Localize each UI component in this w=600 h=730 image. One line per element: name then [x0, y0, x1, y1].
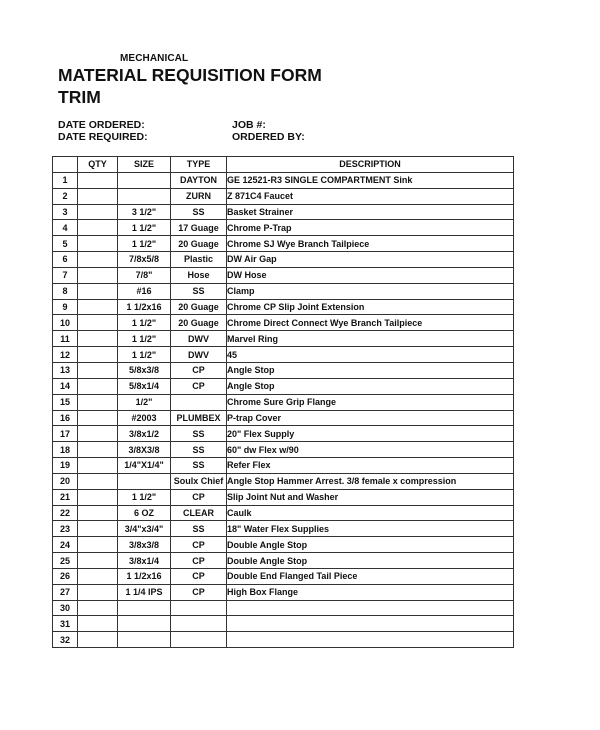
- qty-cell[interactable]: [78, 204, 118, 220]
- description-cell: Double Angle Stop: [227, 537, 514, 553]
- type-cell: SS: [171, 458, 227, 474]
- row-number: 10: [53, 315, 78, 331]
- table-row: [53, 505, 514, 521]
- size-cell: 5/8x1/4: [118, 378, 171, 394]
- size-cell: #2003: [118, 410, 171, 426]
- qty-cell[interactable]: [78, 616, 118, 632]
- size-cell: 1/4"X1/4": [118, 458, 171, 474]
- qty-cell[interactable]: [78, 188, 118, 204]
- row-number: 2: [53, 188, 78, 204]
- column-header-qty: QTY: [78, 157, 118, 173]
- description-cell: [227, 616, 514, 632]
- row-number: 14: [53, 378, 78, 394]
- type-cell: 20 Guage: [171, 236, 227, 252]
- description-cell: Chrome CP Slip Joint Extension: [227, 299, 514, 315]
- description-cell: Angle Stop Hammer Arrest. 3/8 female x compression: [227, 473, 514, 489]
- type-cell: CP: [171, 378, 227, 394]
- type-cell: SS: [171, 283, 227, 299]
- description-cell: Caulk: [227, 505, 514, 521]
- description-cell: [227, 600, 514, 616]
- qty-cell[interactable]: [78, 521, 118, 537]
- description-cell: Z 871C4 Faucet: [227, 188, 514, 204]
- row-number: 20: [53, 473, 78, 489]
- description-cell: Clamp: [227, 283, 514, 299]
- description-cell: Chrome Sure Grip Flange: [227, 394, 514, 410]
- qty-cell[interactable]: [78, 362, 118, 378]
- size-cell: 6 OZ: [118, 505, 171, 521]
- row-number: 11: [53, 331, 78, 347]
- row-number: 21: [53, 489, 78, 505]
- table-row: [53, 489, 514, 505]
- form-subtitle: MECHANICAL: [120, 53, 189, 64]
- table-row: [53, 188, 514, 204]
- description-cell: 18" Water Flex Supplies: [227, 521, 514, 537]
- row-number: 5: [53, 236, 78, 252]
- row-number: 13: [53, 362, 78, 378]
- type-cell: SS: [171, 442, 227, 458]
- type-cell: 20 Guage: [171, 299, 227, 315]
- size-cell: 1 1/2x16: [118, 299, 171, 315]
- type-cell: 20 Guage: [171, 315, 227, 331]
- type-cell: [171, 600, 227, 616]
- qty-cell[interactable]: [78, 172, 118, 188]
- table-row: [53, 584, 514, 600]
- type-cell: ZURN: [171, 188, 227, 204]
- description-cell: Angle Stop: [227, 378, 514, 394]
- qty-cell[interactable]: [78, 473, 118, 489]
- size-cell: 1 1/2": [118, 315, 171, 331]
- qty-cell[interactable]: [78, 426, 118, 442]
- size-cell: 1 1/2": [118, 331, 171, 347]
- requisition-table: [52, 156, 514, 648]
- size-cell: [118, 188, 171, 204]
- size-cell: 3/8x3/8: [118, 537, 171, 553]
- description-cell: High Box Flange: [227, 584, 514, 600]
- qty-cell[interactable]: [78, 410, 118, 426]
- qty-cell[interactable]: [78, 600, 118, 616]
- type-cell: DWV: [171, 347, 227, 363]
- table-row: [53, 362, 514, 378]
- qty-cell[interactable]: [78, 267, 118, 283]
- description-cell: GE 12521-R3 SINGLE COMPARTMENT Sink: [227, 172, 514, 188]
- table-header-row: [53, 157, 514, 173]
- size-cell: 3/8x1/2: [118, 426, 171, 442]
- table-row: [53, 347, 514, 363]
- row-number: 4: [53, 220, 78, 236]
- row-number: 9: [53, 299, 78, 315]
- qty-cell[interactable]: [78, 331, 118, 347]
- row-number: 26: [53, 568, 78, 584]
- date-required-label: DATE REQUIRED:: [58, 131, 148, 143]
- size-cell: 1 1/2x16: [118, 568, 171, 584]
- table-row: [53, 616, 514, 632]
- qty-cell[interactable]: [78, 505, 118, 521]
- qty-cell[interactable]: [78, 394, 118, 410]
- qty-cell[interactable]: [78, 378, 118, 394]
- table-row: [53, 283, 514, 299]
- column-header-description: DESCRIPTION: [227, 157, 514, 173]
- row-number: 6: [53, 252, 78, 268]
- description-cell: Angle Stop: [227, 362, 514, 378]
- qty-cell[interactable]: [78, 632, 118, 648]
- row-number: 31: [53, 616, 78, 632]
- description-cell: 20" Flex Supply: [227, 426, 514, 442]
- row-number: 1: [53, 172, 78, 188]
- size-cell: [118, 473, 171, 489]
- size-cell: [118, 632, 171, 648]
- type-cell: CP: [171, 537, 227, 553]
- table-row: [53, 553, 514, 569]
- table-row: [53, 394, 514, 410]
- size-cell: 1 1/2": [118, 236, 171, 252]
- column-header-number: [53, 157, 78, 173]
- row-number: 32: [53, 632, 78, 648]
- type-cell: 17 Guage: [171, 220, 227, 236]
- row-number: 3: [53, 204, 78, 220]
- table-row: [53, 442, 514, 458]
- type-cell: DWV: [171, 331, 227, 347]
- size-cell: [118, 172, 171, 188]
- table-row: [53, 331, 514, 347]
- qty-cell[interactable]: [78, 220, 118, 236]
- description-cell: Refer Flex: [227, 458, 514, 474]
- table-row: [53, 600, 514, 616]
- size-cell: 3 1/2": [118, 204, 171, 220]
- type-cell: [171, 394, 227, 410]
- type-cell: Hose: [171, 267, 227, 283]
- qty-cell[interactable]: [78, 299, 118, 315]
- table-row: [53, 204, 514, 220]
- size-cell: 7/8": [118, 267, 171, 283]
- description-cell: Chrome P-Trap: [227, 220, 514, 236]
- table-row: [53, 172, 514, 188]
- qty-cell[interactable]: [78, 236, 118, 252]
- type-cell: [171, 616, 227, 632]
- description-cell: DW Air Gap: [227, 252, 514, 268]
- type-cell: PLUMBEX: [171, 410, 227, 426]
- row-number: 23: [53, 521, 78, 537]
- table-row: [53, 537, 514, 553]
- row-number: 17: [53, 426, 78, 442]
- table-row: [53, 236, 514, 252]
- type-cell: CP: [171, 553, 227, 569]
- size-cell: 3/4"x3/4": [118, 521, 171, 537]
- qty-cell[interactable]: [78, 442, 118, 458]
- size-cell: 1 1/4 IPS: [118, 584, 171, 600]
- table-row: [53, 632, 514, 648]
- row-number: 7: [53, 267, 78, 283]
- description-cell: Marvel Ring: [227, 331, 514, 347]
- qty-cell[interactable]: [78, 584, 118, 600]
- size-cell: 7/8x5/8: [118, 252, 171, 268]
- description-cell: Basket Strainer: [227, 204, 514, 220]
- description-cell: Chrome Direct Connect Wye Branch Tailpiece: [227, 315, 514, 331]
- type-cell: CP: [171, 489, 227, 505]
- qty-cell[interactable]: [78, 315, 118, 331]
- size-cell: [118, 616, 171, 632]
- qty-cell[interactable]: [78, 283, 118, 299]
- row-number: 22: [53, 505, 78, 521]
- type-cell: SS: [171, 204, 227, 220]
- job-number-label: JOB #:: [232, 119, 266, 131]
- table-row: [53, 426, 514, 442]
- row-number: 25: [53, 553, 78, 569]
- description-cell: P-trap Cover: [227, 410, 514, 426]
- form-title-trim: TRIM: [58, 87, 101, 107]
- size-cell: 5/8x3/8: [118, 362, 171, 378]
- qty-cell[interactable]: [78, 489, 118, 505]
- type-cell: CLEAR: [171, 505, 227, 521]
- table-row: [53, 568, 514, 584]
- size-cell: 1 1/2": [118, 220, 171, 236]
- table-row: [53, 267, 514, 283]
- row-number: 24: [53, 537, 78, 553]
- row-number: 15: [53, 394, 78, 410]
- description-cell: Double Angle Stop: [227, 553, 514, 569]
- table-row: [53, 252, 514, 268]
- row-number: 27: [53, 584, 78, 600]
- column-header-type: TYPE: [171, 157, 227, 173]
- size-cell: [118, 600, 171, 616]
- table-row: [53, 299, 514, 315]
- description-cell: 60" dw Flex w/90: [227, 442, 514, 458]
- table-row: [53, 473, 514, 489]
- size-cell: 1 1/2": [118, 489, 171, 505]
- description-cell: Chrome SJ Wye Branch Tailpiece: [227, 236, 514, 252]
- table-row: [53, 521, 514, 537]
- type-cell: SS: [171, 521, 227, 537]
- row-number: 30: [53, 600, 78, 616]
- qty-cell[interactable]: [78, 347, 118, 363]
- type-cell: [171, 632, 227, 648]
- qty-cell[interactable]: [78, 252, 118, 268]
- table-row: [53, 410, 514, 426]
- description-cell: 45: [227, 347, 514, 363]
- row-number: 12: [53, 347, 78, 363]
- column-header-size: SIZE: [118, 157, 171, 173]
- type-cell: DAYTON: [171, 172, 227, 188]
- date-ordered-label: DATE ORDERED:: [58, 119, 145, 131]
- type-cell: CP: [171, 362, 227, 378]
- type-cell: CP: [171, 584, 227, 600]
- row-number: 8: [53, 283, 78, 299]
- table-row: [53, 315, 514, 331]
- description-cell: Slip Joint Nut and Washer: [227, 489, 514, 505]
- row-number: 18: [53, 442, 78, 458]
- form-title: MATERIAL REQUISITION FORM: [58, 65, 322, 85]
- qty-cell[interactable]: [78, 458, 118, 474]
- size-cell: #16: [118, 283, 171, 299]
- size-cell: 3/8x1/4: [118, 553, 171, 569]
- size-cell: 1/2": [118, 394, 171, 410]
- table-row: [53, 220, 514, 236]
- size-cell: 1 1/2": [118, 347, 171, 363]
- description-cell: DW Hose: [227, 267, 514, 283]
- description-cell: Double End Flanged Tail Piece: [227, 568, 514, 584]
- qty-cell[interactable]: [78, 568, 118, 584]
- size-cell: 3/8X3/8: [118, 442, 171, 458]
- qty-cell[interactable]: [78, 553, 118, 569]
- type-cell: Soulx Chief: [171, 473, 227, 489]
- ordered-by-label: ORDERED BY:: [232, 131, 305, 143]
- description-cell: [227, 632, 514, 648]
- row-number: 16: [53, 410, 78, 426]
- table-row: [53, 378, 514, 394]
- row-number: 19: [53, 458, 78, 474]
- type-cell: Plastic: [171, 252, 227, 268]
- table-row: [53, 458, 514, 474]
- type-cell: SS: [171, 426, 227, 442]
- qty-cell[interactable]: [78, 537, 118, 553]
- type-cell: CP: [171, 568, 227, 584]
